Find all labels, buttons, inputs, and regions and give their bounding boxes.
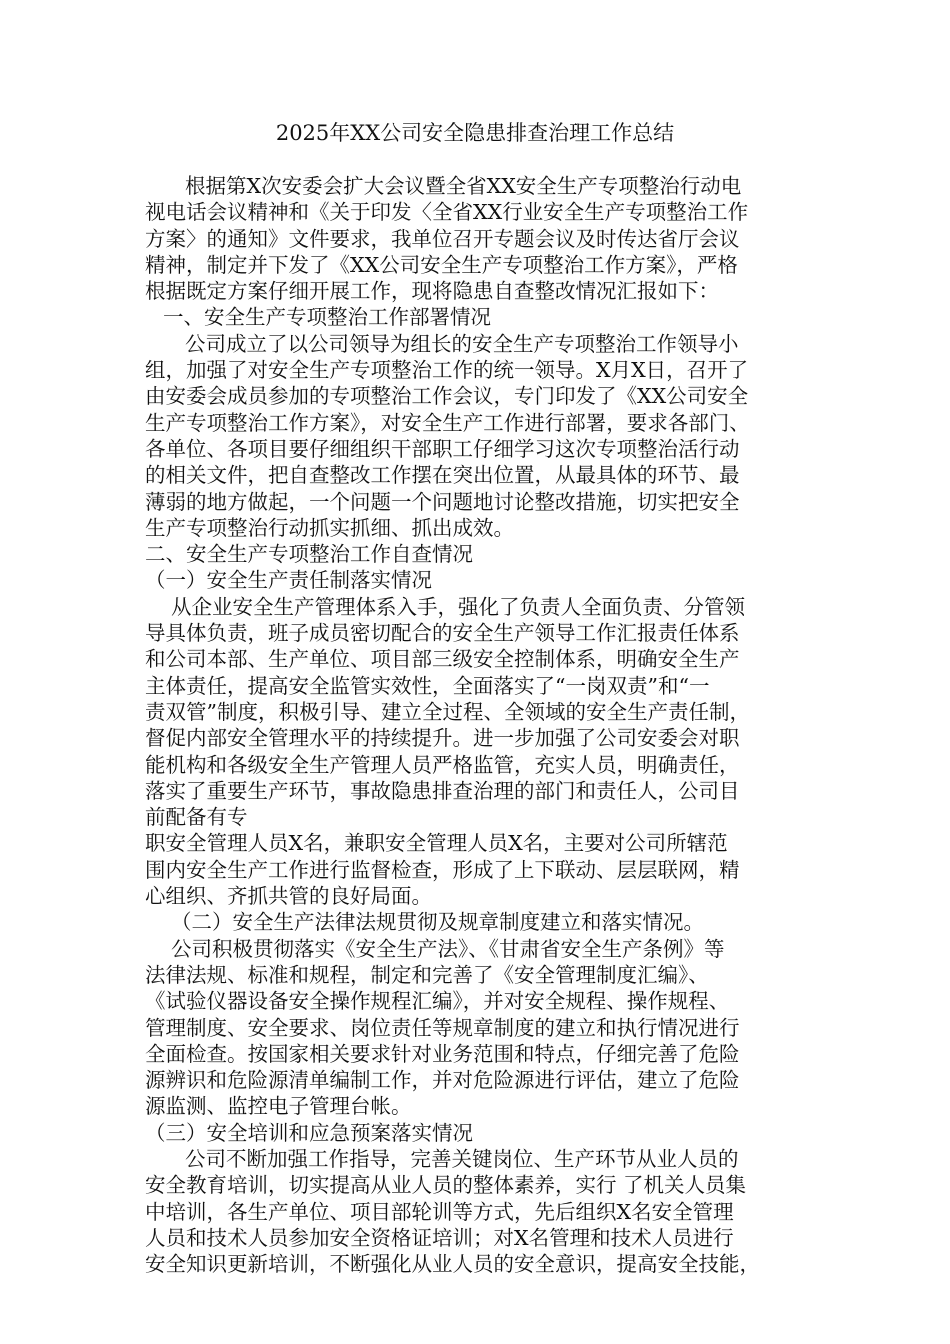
body-line: 的相关文件，把自查整改工作摆在突出位置，从最具体的环节、最	[145, 463, 740, 488]
body-line: 前配备有专	[145, 805, 248, 830]
body-line: 由安委会成员参加的专项整治工作会议，专门印发了《XX公司安全	[145, 384, 749, 409]
body-line: 方案〉的通知》文件要求，我单位召开专题会议及时传达省厅会议	[145, 226, 740, 251]
body-line: 根据既定方案仔细开展工作，现将隐患自查整改情况汇报如下：	[145, 279, 719, 304]
body-line: 生产专项整治工作方案》，对安全生产工作进行部署，要求各部门、	[145, 410, 750, 435]
body-line: 安全知识更新培训，不断强化从业人员的安全意识，提高安全技能，	[145, 1252, 760, 1277]
body-line: 主体责任，提高安全监管实效性，全面落实了“一岗双责”和“一	[145, 673, 710, 698]
subsection-heading: （三）安全培训和应急预案落实情况	[145, 1120, 473, 1145]
body-line: 和公司本部、生产单位、项目部三级安全控制体系，明确安全生产	[145, 647, 740, 672]
body-line: 全面检查。按国家相关要求针对业务范围和特点，仔细完善了危险	[145, 1041, 740, 1066]
body-line: 视电话会议精神和《关于印发〈全省XX行业安全生产专项整治工作	[145, 200, 749, 225]
body-line: 公司积极贯彻落实《安全生产法》、《甘肃省安全生产条例》等	[171, 936, 725, 961]
body-line: 安全教育培训，切实提高从业人员的整体素养，实行 了机关人员集	[145, 1173, 747, 1198]
body-line: 人员和技术人员参加安全资格证培训；对X名管理和技术人员进行	[145, 1225, 734, 1250]
body-line: 源辨识和危险源清单编制工作，并对危险源进行评估，建立了危险	[145, 1068, 740, 1093]
body-line: 根据第X次安委会扩大会议暨全省XX安全生产专项整治行动电	[185, 174, 742, 198]
body-line: 职安全管理人员X名，兼职安全管理人员X名，主要对公司所辖范	[145, 831, 728, 856]
section-heading: 一、安全生产专项整治工作部署情况	[163, 305, 491, 330]
subsection-heading: （二）安全生产法律法规贯彻及规章制度建立和落实情况。	[171, 910, 704, 935]
body-line: 各单位、各项目要仔细组织干部职工仔细学习这次专项整治活行动	[145, 436, 740, 461]
body-line: 管理制度、安全要求、岗位责任等规章制度的建立和执行情况进行	[145, 1015, 740, 1040]
subsection-heading: （一）安全生产责任制落实情况	[145, 568, 432, 593]
body-line: 责双管”制度，积极引导、建立全过程、全领域的安全生产责任制，	[145, 699, 750, 724]
body-line: 精神，制定并下发了《XX公司安全生产专项整治工作方案》，严格	[145, 252, 738, 277]
document-title: 2025年XX公司安全隐患排查治理工作总结	[275, 121, 675, 145]
body-line: 生产专项整治行动抓实抓细、抓出成效。	[145, 515, 514, 540]
body-line: 围内安全生产工作进行监督检查，形成了上下联动、层层联网，精	[145, 857, 740, 882]
body-line: 组，加强了对安全生产专项整治工作的统一领导。X月X日，召开了	[145, 358, 749, 383]
body-line: 公司成立了以公司领导为组长的安全生产专项整治工作领导小	[185, 331, 739, 356]
body-line: 源监测、监控电子管理台帐。	[145, 1094, 412, 1119]
body-line: 从企业安全生产管理体系入手，强化了负责人全面负责、分管领	[171, 594, 745, 619]
body-line: 中培训，各生产单位、项目部轮训等方式，先后组织X名安全管理	[145, 1199, 734, 1224]
body-line: 导具体负责，班子成员密切配合的安全生产领导工作汇报责任体系	[145, 621, 740, 646]
body-line: 督促内部安全管理水平的持续提升。进一步加强了公司安委会对职	[145, 726, 740, 751]
body-line: 能机构和各级安全生产管理人员严格监管，充实人员，明确责任，	[145, 752, 740, 777]
body-line: 公司不断加强工作指导，完善关键岗位、生产环节从业人员的	[185, 1146, 739, 1171]
body-line: 薄弱的地方做起，一个问题一个问题地讨论整改措施，切实把安全	[145, 489, 740, 514]
body-line: 《试验仪器设备安全操作规程汇编》，并对安全规程、操作规程、	[145, 989, 730, 1014]
body-line: 法律法规、标准和规程，制定和完善了《安全管理制度汇编》、	[145, 962, 709, 987]
section-heading: 二、安全生产专项整治工作自查情况	[145, 542, 473, 567]
body-line: 心组织、齐抓共管的良好局面。	[145, 884, 432, 909]
body-line: 落实了重要生产环节，事故隐患排查治理的部门和责任人，公司目	[145, 778, 740, 803]
document-body	[145, 173, 815, 1277]
